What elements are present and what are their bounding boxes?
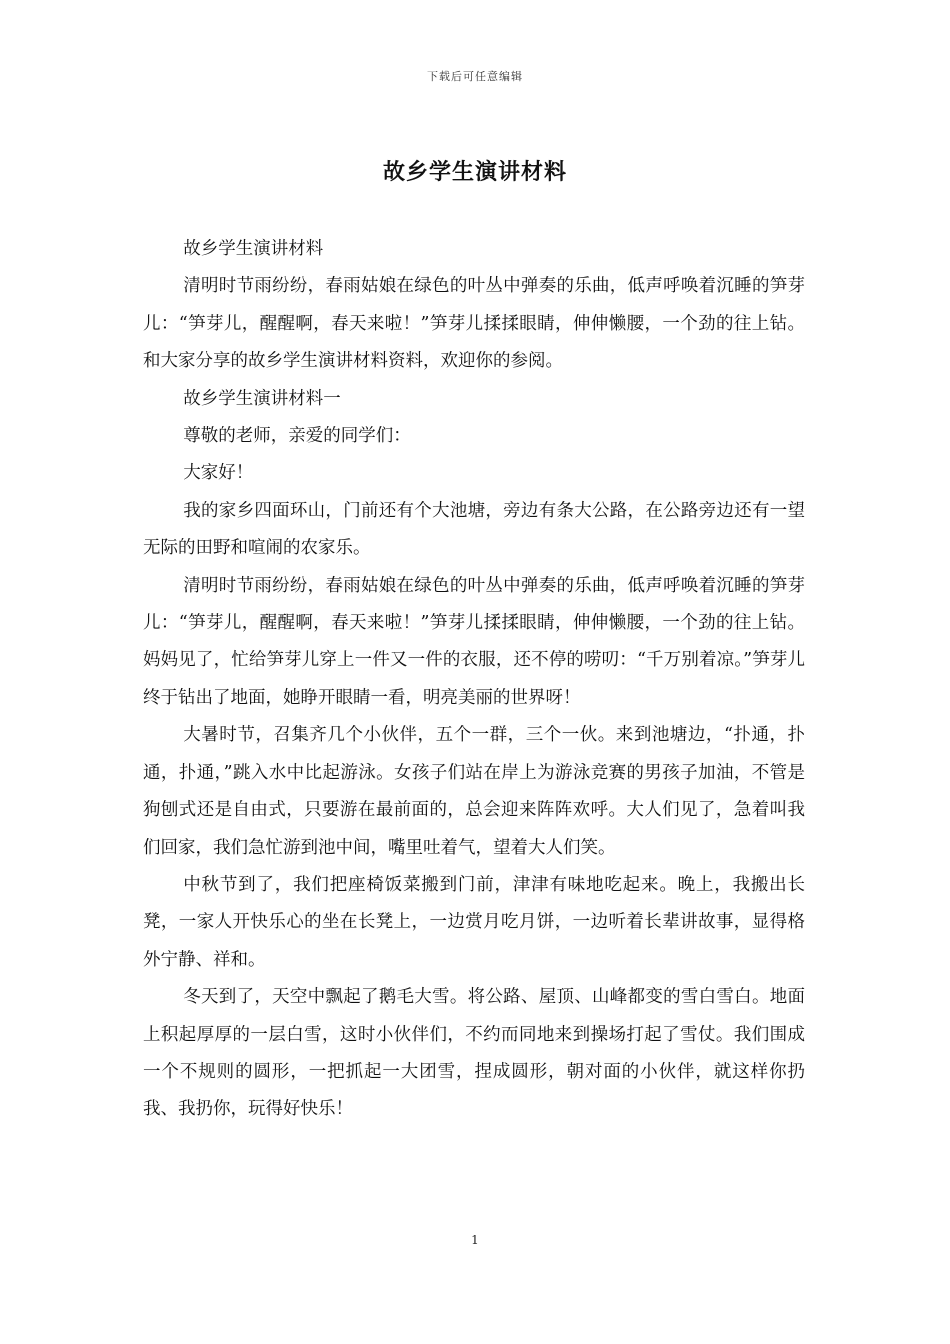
page-header: 下载后可任意编辑	[427, 70, 523, 83]
paragraph: 大家好！	[183, 463, 254, 484]
paragraph: 清明时节雨纷纷，春雨姑娘在绿色的叶丛中弹奏的乐曲，低声呼唤着沉睡的笋芽儿：“笋芽儿，醒醒啊，春天来啦！”笋芽儿揉揉眼睛，伸伸懒腰，一个劲的往上钻。和大家分享的故乡学生演讲材料资料，欢迎你的参阅。	[143, 276, 805, 372]
paragraph: 中秋节到了，我们把座椅饭菜搬到门前，津津有味地吃起来。晚上，我搬出长凳，一家人开快乐心的坐在长凳上，一边赏月吃月饼，一边听着长辈讲故事，显得格外宁静、祥和。	[143, 874, 805, 970]
paragraph: 大暑时节，召集齐几个小伙伴，五个一群，三个一伙。来到池塘边，“扑通，扑通，扑通，”跳入水中比起游泳。女孩子们站在岸上为游泳竞赛的男孩子加油，不管是狗刨式还是自由式，只要游在最前面的，总会迎来阵阵欢呼。大人们见了，急着叫我们回家，我们急忙游到池中间，嘴里吐着气，望着大人们笑。	[143, 725, 805, 858]
paragraph: 尊敬的老师，亲爱的同学们：	[183, 426, 411, 447]
paragraph: 故乡学生演讲材料一	[183, 388, 341, 409]
document-title: 故乡学生演讲材料	[382, 159, 567, 185]
document-body	[143, 231, 805, 1129]
paragraph: 故乡学生演讲材料	[183, 239, 324, 259]
paragraph: 我的家乡四面环山，门前还有个大池塘，旁边有条大公路，在公路旁边还有一望无际的田野和喧闹的农家乐。	[143, 500, 805, 559]
paragraph: 冬天到了，天空中飘起了鹅毛大雪。将公路、屋顶、山峰都变的雪白雪白。地面上积起厚厚的一层白雪，这时小伙伴们，不约而同地来到操场打起了雪仗。我们围成一个不规则的圆形，一把抓起一大团雪，捏成圆形，朝对面的小伙伴，就这样你扔我、我扔你，玩得好快乐！	[143, 987, 805, 1120]
paragraph: 清明时节雨纷纷，春雨姑娘在绿色的叶丛中弹奏的乐曲，低声呼唤着沉睡的笋芽儿：“笋芽儿，醒醒啊，春天来啦！”笋芽儿揉揉眼睛，伸伸懒腰，一个劲的往上钻。妈妈见了，忙给笋芽儿穿上一件又一件的衣服，还不停的唠叨：“千万别着凉。”笋芽儿终于钻出了地面，她睁开眼睛一看，明亮美丽的世界呀！	[143, 575, 805, 708]
page-number: 1	[471, 1233, 479, 1247]
